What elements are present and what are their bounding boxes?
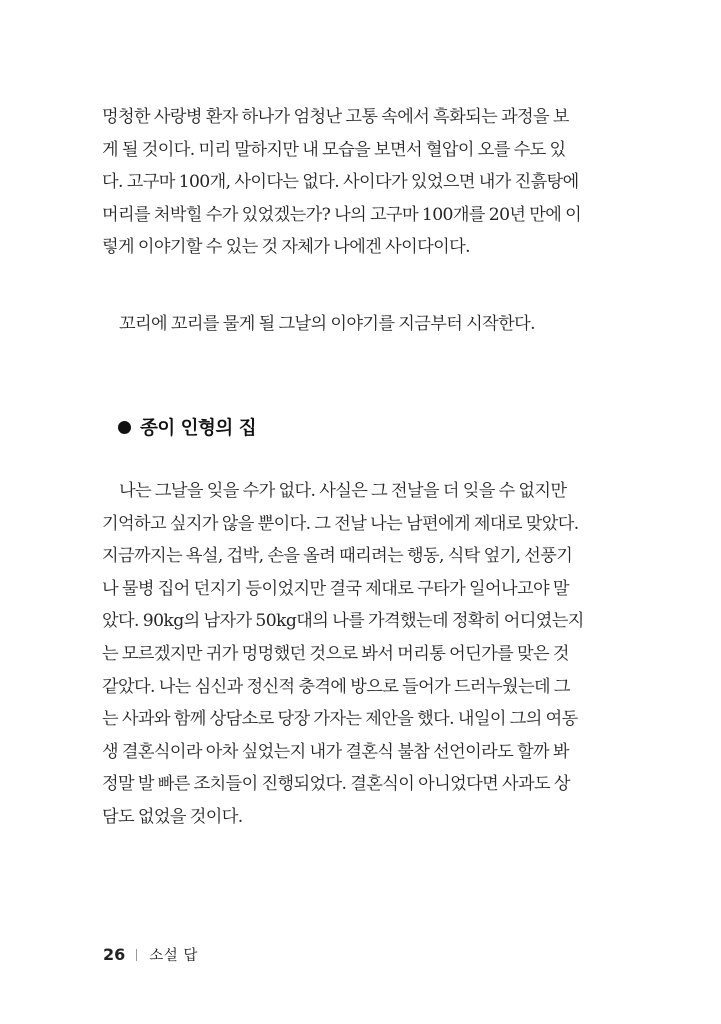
text-line: 생 결혼식이라 아차 싶었는지 내가 결혼식 불참 선언이라도 할까 봐 <box>102 741 569 762</box>
paragraph-intro <box>102 101 618 264</box>
text-line: 렇게 이야기할 수 있는 것 자체가 나에겐 사이다이다. <box>102 237 470 258</box>
footer-divider <box>136 949 137 961</box>
text-line: 머리를 처박힐 수가 있었겠는가? 나의 고구마 100개를 20년 만에 이 <box>102 204 582 225</box>
bullet-icon <box>118 421 131 434</box>
text-line: 다. 고구마 100개, 사이다는 없다. 사이다가 있었으면 내가 진흙탕에 <box>102 172 579 193</box>
text-line: 는 모르겠지만 귀가 멍멍했던 것으로 봐서 머리통 어딘가를 맞은 것 <box>102 643 569 664</box>
page-number: 26 <box>103 945 126 964</box>
text-line: 았다. 90kg의 남자가 50kg대의 나를 가격했는데 정확히 어디였는지 <box>102 611 584 632</box>
text-line: 게 될 것이다. 미리 말하지만 내 모습을 보면서 혈압이 오를 수도 있 <box>102 139 566 160</box>
text-line: 같았다. 나는 심신과 정신적 충격에 방으로 들어가 드러누웠는데 그 <box>102 676 570 697</box>
text-line: 담도 없었을 것이다. <box>102 806 243 827</box>
text-line: 꼬리에 꼬리를 물게 될 그날의 이야기를 지금부터 시작한다. <box>119 314 535 334</box>
text-line: 는 사과와 함께 상담소로 당장 가자는 제안을 했다. 내일이 그의 여동 <box>102 709 578 730</box>
text-line: 나는 그날을 잊을 수가 없다. 사실은 그 전날을 더 잊을 수 없지만 <box>119 481 567 501</box>
text-line: 정말 발 빠른 조치들이 진행되었다. 결혼식이 아니었다면 사과도 상 <box>102 774 570 795</box>
text-line: 기억하고 싶지가 않을 뿐이다. 그 전날 나는 남편에게 제대로 맞았다. <box>102 513 579 534</box>
paragraph-body <box>102 475 618 834</box>
book-title: 소설 답 <box>149 948 198 964</box>
section-heading-text: 종이 인형의 집 <box>140 418 257 439</box>
page-footer <box>103 944 198 965</box>
text-line: 멍청한 사랑병 환자 하나가 엄청난 고통 속에서 흑화되는 과정을 보 <box>102 107 569 127</box>
text-line: 지금까지는 욕설, 겁박, 손을 올려 때리려는 행동, 식탁 엎기, 선풍기 <box>102 546 573 567</box>
paragraph-closing-intro <box>102 308 618 341</box>
section-heading <box>118 414 256 440</box>
text-line: 나 물병 집어 던지기 등이었지만 결국 제대로 구타가 일어나고야 말 <box>102 578 569 599</box>
